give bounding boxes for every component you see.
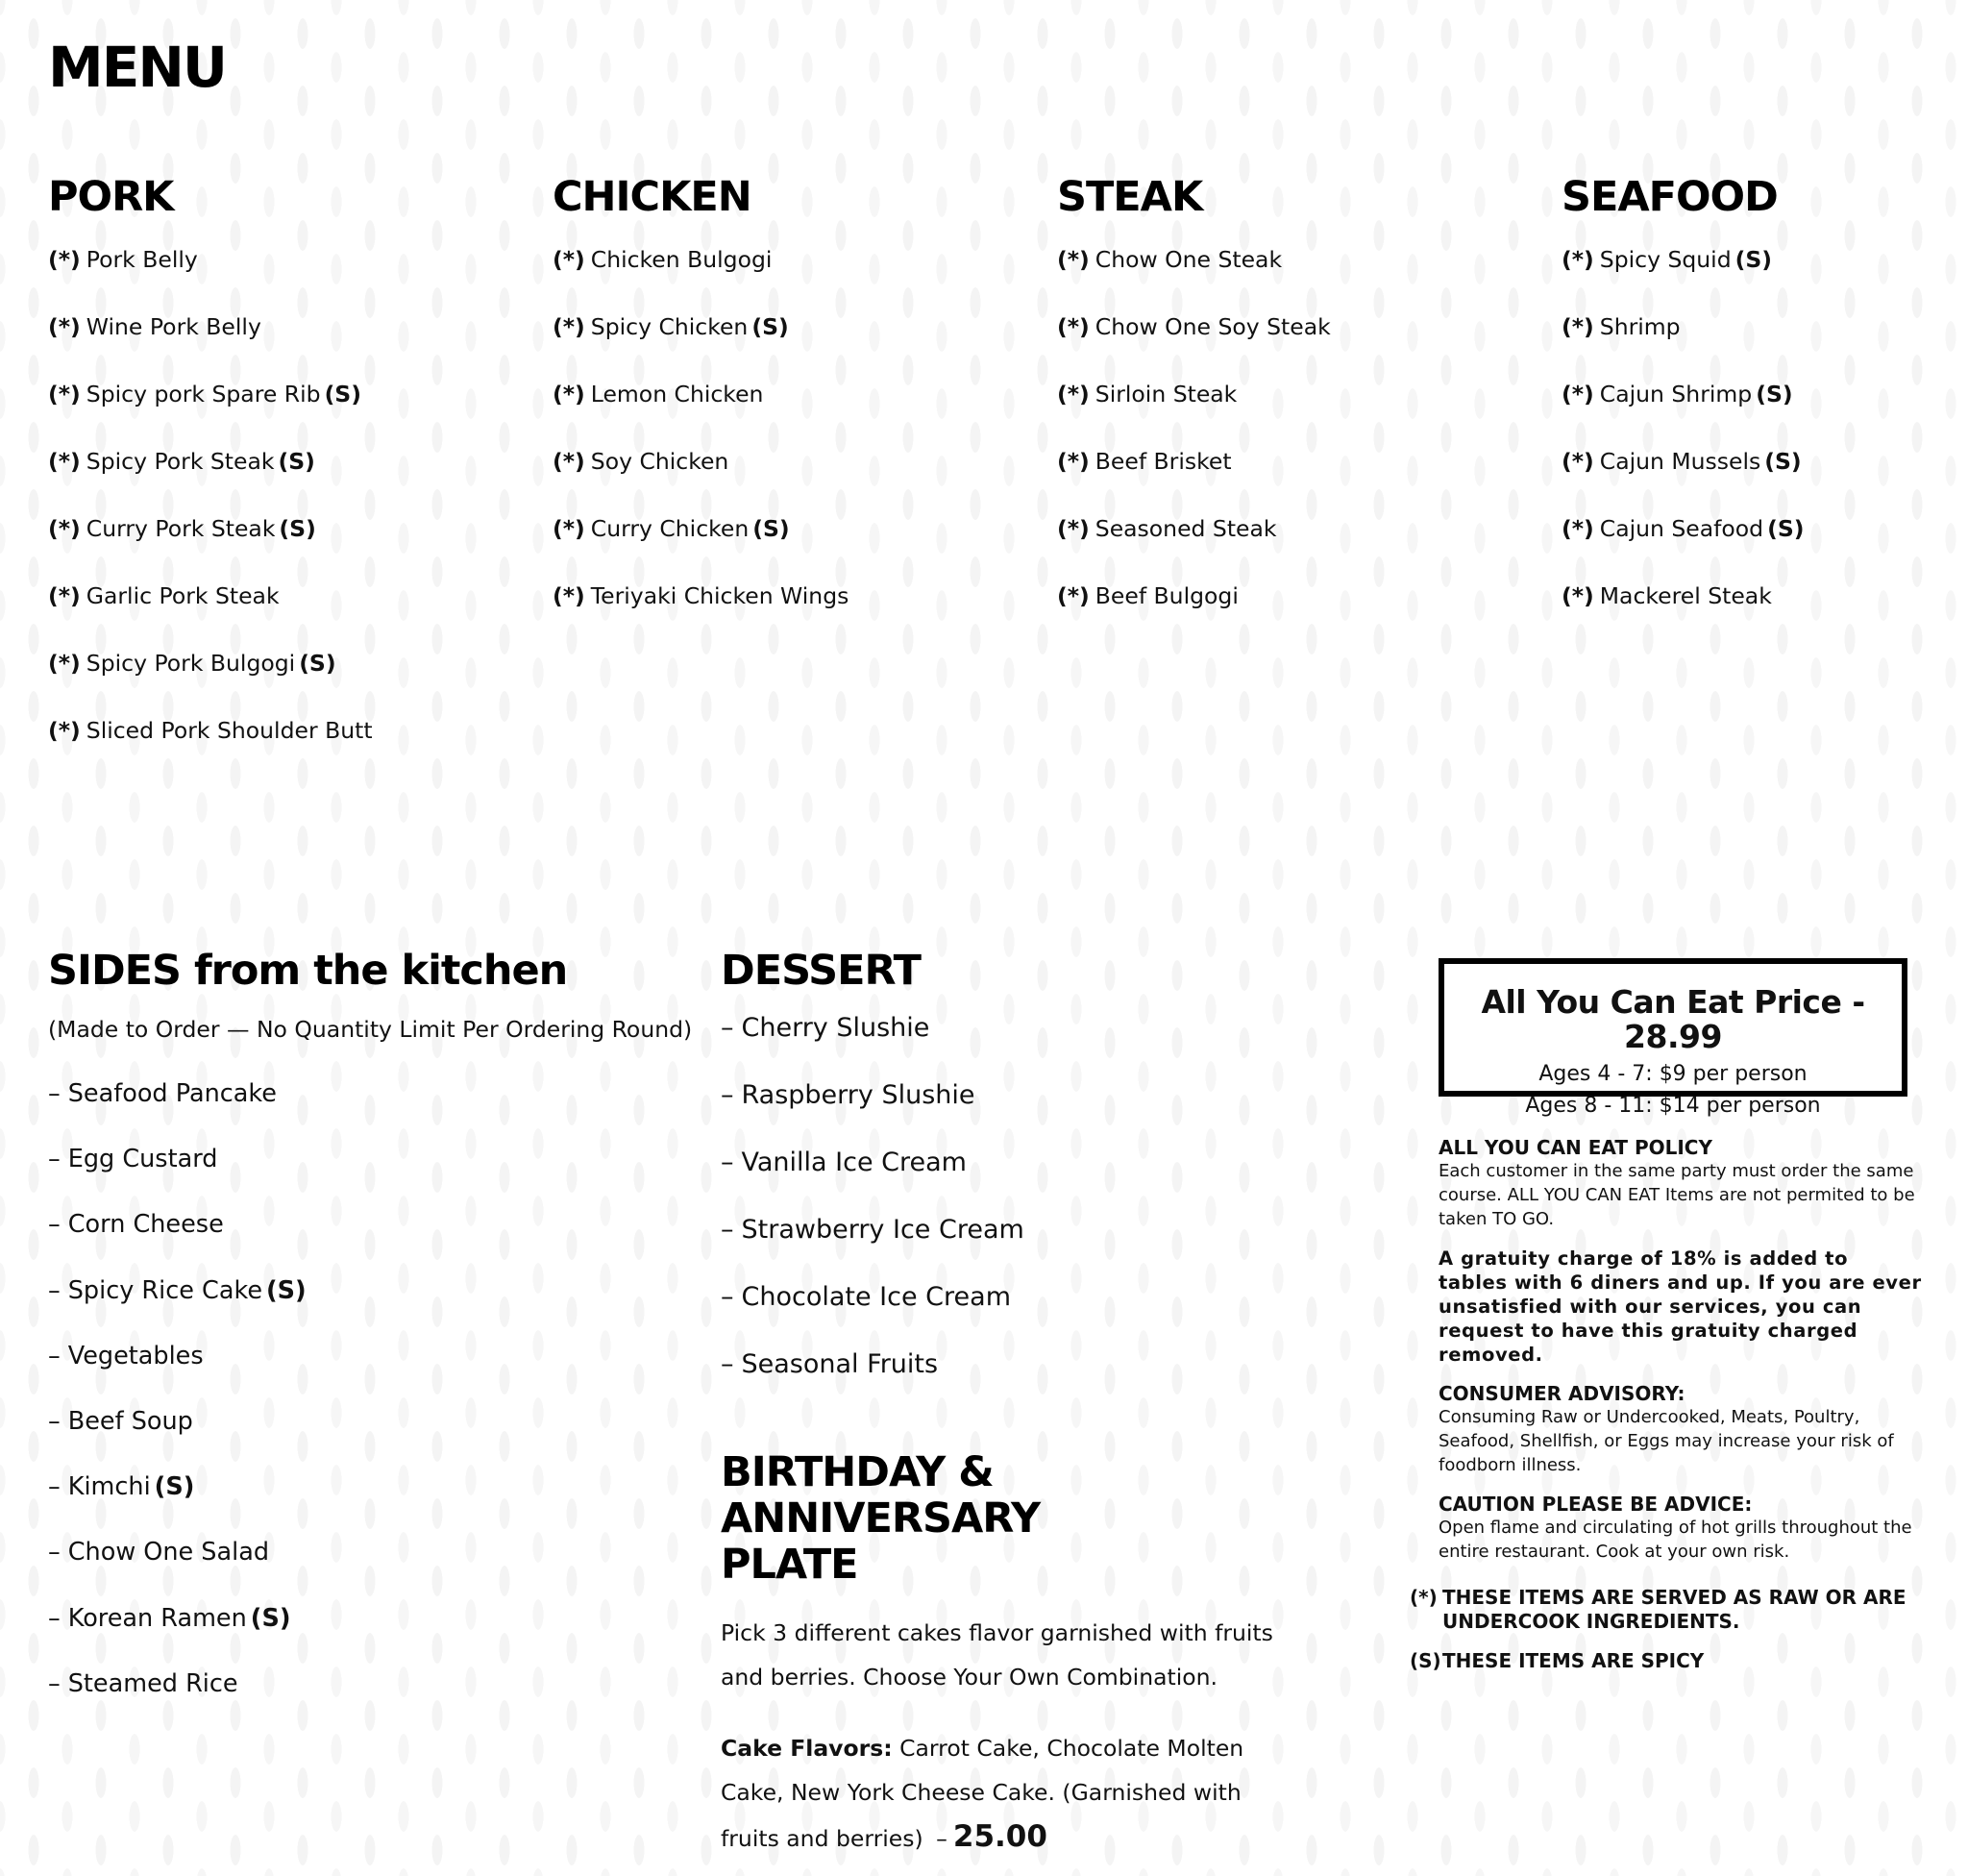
side-item (48, 1469, 701, 1535)
spicy-marker: (S) (324, 381, 361, 407)
dash: – (48, 1538, 61, 1567)
dessert-item (721, 1279, 1297, 1346)
cake-flavors-text: Carrot Cake, Chocolate Molten Cake, New York Cheese Cake. (Garnished with fruits and berries) (721, 1735, 1244, 1852)
policy-section (1439, 1136, 1924, 1564)
raw-marker: (*) (48, 246, 81, 273)
birthday-title (721, 1449, 1297, 1588)
raw-marker: (*) (1562, 313, 1594, 340)
item-name: Vanilla Ice Cream (741, 1148, 967, 1177)
policy-heading: ALL YOU CAN EAT POLICY (1439, 1136, 1712, 1159)
dessert-item (721, 1145, 1297, 1212)
raw-marker: (*) (48, 515, 81, 542)
item-name: Egg Custard (67, 1145, 218, 1174)
spicy-marker: (S) (752, 515, 790, 542)
item-list (1562, 242, 1946, 646)
dash: – (48, 1406, 61, 1436)
birthday-title-line2: PLATE (721, 1541, 858, 1589)
item-name: Seasoned Steak (1095, 515, 1277, 542)
item-name: Spicy Pork Steak (86, 448, 275, 475)
raw-marker: (*) (48, 582, 81, 609)
raw-marker: (*) (48, 381, 81, 407)
menu-item (1057, 511, 1509, 579)
side-item (48, 1339, 701, 1404)
dessert-item (721, 1077, 1297, 1145)
menu-item (553, 242, 1004, 309)
raw-marker: (*) (553, 448, 585, 475)
item-name: Cajun Shrimp (1599, 381, 1753, 407)
dash: – (48, 1668, 61, 1698)
dash: – (721, 1215, 734, 1245)
raw-marker: (*) (1562, 381, 1594, 407)
item-name: Corn Cheese (67, 1210, 224, 1240)
raw-marker: (*) (1057, 582, 1090, 609)
raw-marker: (*) (1410, 1586, 1438, 1609)
item-name: Spicy pork Spare Rib (86, 381, 321, 407)
raw-marker: (*) (1057, 515, 1090, 542)
item-name: Chow One Soy Steak (1095, 313, 1331, 340)
spicy-marker: (S) (751, 313, 789, 340)
spicy-marker: (S) (278, 448, 315, 475)
dash: – (48, 1145, 61, 1174)
menu-item (1057, 309, 1509, 377)
dash: – (48, 1210, 61, 1240)
menu-item (1057, 444, 1509, 511)
dash: – (721, 1148, 734, 1177)
item-name: Cajun Seafood (1599, 515, 1764, 542)
dash: – (48, 1603, 61, 1633)
spicy-marker: (S) (1410, 1649, 1441, 1672)
item-name: Shrimp (1599, 313, 1681, 340)
item-name: Korean Ramen (67, 1603, 247, 1633)
raw-marker: (*) (48, 650, 81, 677)
item-name: Seafood Pancake (67, 1079, 277, 1108)
dessert-section (721, 947, 1297, 1414)
item-list (48, 242, 500, 780)
side-item (48, 1535, 701, 1600)
side-item (48, 1076, 701, 1142)
raw-marker: (*) (1057, 313, 1090, 340)
side-item (48, 1273, 701, 1339)
dash: – (48, 1079, 61, 1108)
side-item (48, 1601, 701, 1666)
menu-item (48, 646, 500, 713)
item-name: Pork Belly (86, 246, 198, 273)
aye-price-line: Ages 8 - 11: $14 per person (1525, 1094, 1821, 1118)
menu-item (553, 579, 1004, 646)
menu-item (1562, 511, 1946, 579)
item-name: Beef Bulgogi (1095, 582, 1239, 609)
item-name: Beef Soup (67, 1406, 193, 1436)
dash: – (48, 1275, 61, 1305)
menu-item (553, 309, 1004, 377)
aye-price-line: Ages 4 - 7: $9 per person (1538, 1062, 1808, 1086)
caution-text: Open flame and circulating of hot grills throughout the entire restaurant. Cook at your own risk. (1439, 1518, 1912, 1562)
item-name: Spicy Rice Cake (67, 1275, 263, 1305)
legend-raw-text: THESE ITEMS ARE SERVED AS RAW OR ARE UNDERCOOK INGREDIENTS. (1442, 1586, 1906, 1633)
sides-title: SIDES from the kitchen (48, 947, 568, 995)
raw-marker: (*) (48, 313, 81, 340)
raw-marker: (*) (553, 515, 585, 542)
menu-item (1562, 242, 1946, 309)
birthday-title-line1: BIRTHDAY & ANNIVERSARY (721, 1448, 1041, 1543)
menu-item (1057, 579, 1509, 646)
dessert-item (721, 1010, 1297, 1077)
item-name: Chow One Salad (67, 1538, 270, 1567)
category-title: CHICKEN (553, 173, 751, 221)
advisory-heading: CONSUMER ADVISORY: (1439, 1382, 1685, 1405)
item-name: Curry Pork Steak (86, 515, 276, 542)
menu-item (48, 242, 500, 309)
menu-title: MENU (48, 35, 226, 100)
menu-item (553, 377, 1004, 444)
item-name: Spicy Chicken (590, 313, 749, 340)
sides-list (48, 1076, 701, 1732)
caution-heading: CAUTION PLEASE BE ADVICE: (1439, 1493, 1753, 1516)
dessert-item (721, 1346, 1297, 1414)
sides-note: (Made to Order — No Quantity Limit Per Ordering Round) (48, 1016, 693, 1043)
item-list (1057, 242, 1509, 646)
item-name: Cherry Slushie (741, 1013, 930, 1043)
spicy-marker: (S) (279, 515, 316, 542)
item-name: Spicy Pork Bulgogi (86, 650, 296, 677)
item-name: Mackerel Steak (1599, 582, 1772, 609)
dessert-item (721, 1212, 1297, 1279)
legend-spicy (1410, 1649, 1909, 1673)
menu-item (48, 377, 500, 444)
menu-item (553, 444, 1004, 511)
dessert-title: DESSERT (721, 947, 921, 995)
raw-marker: (*) (1562, 246, 1594, 273)
all-you-can-eat-box (1439, 958, 1907, 1118)
item-name: Garlic Pork Steak (86, 582, 280, 609)
category-pork (48, 173, 500, 780)
raw-marker: (*) (48, 717, 81, 744)
birthday-price: 25.00 (952, 1819, 1047, 1854)
legend-section (1410, 1586, 1909, 1673)
category-steak (1057, 173, 1509, 646)
spicy-marker: (S) (1734, 246, 1773, 273)
menu-item (1562, 579, 1946, 646)
dash: – (48, 1472, 61, 1502)
side-item (48, 1666, 701, 1732)
menu-item (48, 444, 500, 511)
item-name: Wine Pork Belly (86, 313, 261, 340)
dash: – (48, 1341, 61, 1370)
raw-marker: (*) (553, 313, 585, 340)
advisory-text: Consuming Raw or Undercooked, Meats, Poultry, Seafood, Shellfish, or Eggs may increase your risk of foodborn illness. (1439, 1407, 1894, 1475)
aye-price-title: All You Can Eat Price - 28.99 (1481, 983, 1865, 1055)
item-name: Cajun Mussels (1599, 448, 1761, 475)
menu-item (48, 579, 500, 646)
menu-item (1057, 377, 1509, 444)
item-list (553, 242, 1004, 646)
item-name: Chow One Steak (1095, 246, 1283, 273)
spicy-marker: (S) (266, 1275, 307, 1305)
menu-item (553, 511, 1004, 579)
item-name: Seasonal Fruits (741, 1349, 939, 1379)
item-name: Lemon Chicken (590, 381, 764, 407)
item-name: Teriyaki Chicken Wings (590, 582, 849, 609)
spicy-marker: (S) (1767, 515, 1805, 542)
category-title: SEAFOOD (1562, 173, 1778, 221)
menu-item (1057, 242, 1509, 309)
item-name: Chocolate Ice Cream (741, 1282, 1011, 1312)
side-item (48, 1404, 701, 1469)
menu-item (1562, 377, 1946, 444)
item-name: Strawberry Ice Cream (741, 1215, 1024, 1245)
raw-marker: (*) (48, 448, 81, 475)
menu-item (48, 309, 500, 377)
side-item (48, 1207, 701, 1272)
category-title: STEAK (1057, 173, 1203, 221)
menu-item (48, 713, 500, 780)
spicy-marker: (S) (250, 1603, 291, 1633)
item-name: Soy Chicken (590, 448, 729, 475)
item-name: Spicy Squid (1599, 246, 1732, 273)
item-name: Curry Chicken (590, 515, 750, 542)
raw-marker: (*) (1057, 448, 1090, 475)
spicy-marker: (S) (1756, 381, 1793, 407)
cake-flavors-label: Cake Flavors: (721, 1735, 893, 1762)
legend-raw (1410, 1586, 1909, 1634)
dash: – (721, 1282, 734, 1312)
dash: – (721, 1080, 734, 1110)
item-name: Sirloin Steak (1095, 381, 1238, 407)
raw-marker: (*) (1057, 246, 1090, 273)
cake-flavors (721, 1726, 1288, 1861)
raw-marker: (*) (553, 246, 585, 273)
spicy-marker: (S) (299, 650, 336, 677)
raw-marker: (*) (1562, 448, 1594, 475)
item-name: Kimchi (67, 1472, 151, 1502)
item-name: Steamed Rice (67, 1668, 238, 1698)
item-name: Vegetables (67, 1341, 204, 1370)
category-title: PORK (48, 173, 174, 221)
item-name: Raspberry Slushie (741, 1080, 975, 1110)
raw-marker: (*) (1562, 582, 1594, 609)
dash: – (721, 1013, 734, 1043)
spicy-marker: (S) (1764, 448, 1802, 475)
side-item (48, 1142, 701, 1207)
category-chicken (553, 173, 1004, 646)
category-seafood (1562, 173, 1946, 646)
spicy-marker: (S) (154, 1472, 195, 1502)
price-dash: – (936, 1825, 947, 1852)
item-name: Sliced Pork Shoulder Butt (86, 717, 373, 744)
menu-item (1562, 309, 1946, 377)
dessert-list (721, 1010, 1297, 1414)
raw-marker: (*) (1057, 381, 1090, 407)
menu-item (48, 511, 500, 579)
raw-marker: (*) (553, 381, 585, 407)
raw-marker: (*) (553, 582, 585, 609)
raw-marker: (*) (1562, 515, 1594, 542)
birthday-description: Pick 3 different cakes flavor garnished with fruits and berries. Choose Your Own Combination. (721, 1619, 1273, 1691)
policy-text: Each customer in the same party must order the same course. ALL YOU CAN EAT Items are not permited to be taken TO GO. (1439, 1161, 1915, 1229)
menu-item (1562, 444, 1946, 511)
sides-section (48, 947, 701, 1732)
legend-spicy-text: THESE ITEMS ARE SPICY (1442, 1649, 1705, 1672)
dash: – (721, 1349, 734, 1379)
item-name: Chicken Bulgogi (590, 246, 773, 273)
birthday-section (721, 1449, 1297, 1861)
gratuity-notice: A gratuity charge of 18% is added to tables with 6 diners and up. If you are ever unsatisfied with our services, you can request to have this gratuity charged removed. (1439, 1247, 1922, 1366)
item-name: Beef Brisket (1095, 448, 1232, 475)
